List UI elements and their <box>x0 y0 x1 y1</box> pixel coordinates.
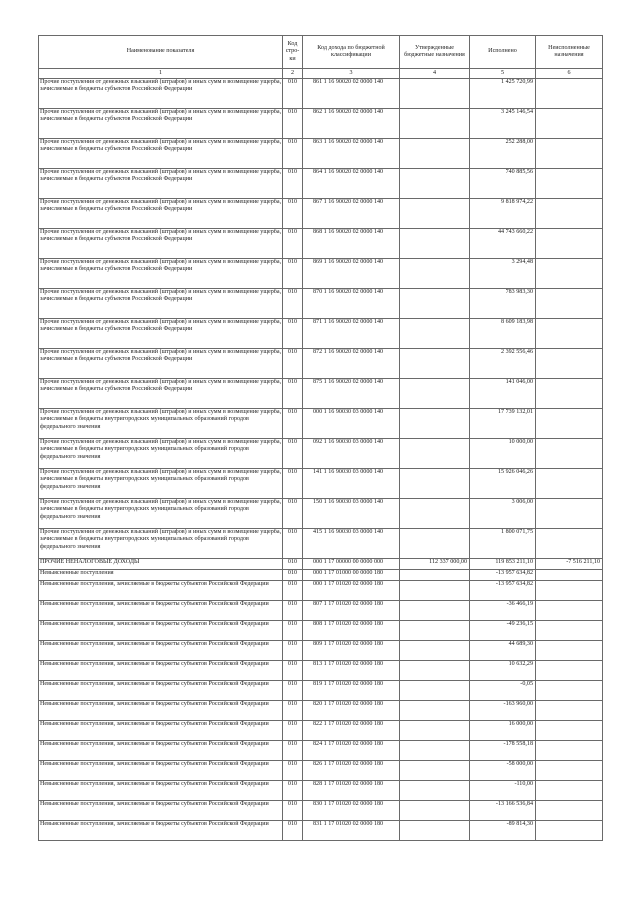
budget-code-cell: 809 1 17 01020 02 0000 180 <box>303 641 400 661</box>
indicator-name-cell: Прочие поступления от денежных взысканий (штрафов) и иных сумм в возмещение ущерба, зачисляемые в бюджеты субъектов Российской Федерации <box>39 229 283 259</box>
table-row <box>39 821 603 841</box>
indicator-name-cell: Невыясненные поступления, зачисляемые в бюджеты субъектов Российской Федерации <box>39 761 283 781</box>
executed-amount-cell: -36 466,19 <box>470 601 536 621</box>
table-row <box>39 559 603 570</box>
unexecuted-amount-cell <box>536 601 603 621</box>
approved-amount-cell <box>400 109 470 139</box>
executed-amount-cell: 44 689,30 <box>470 641 536 661</box>
budget-code-cell: 863 1 16 90020 02 0000 140 <box>303 139 400 169</box>
budget-code-cell: 871 1 16 90020 02 0000 140 <box>303 319 400 349</box>
budget-code-cell: 813 1 17 01020 02 0000 180 <box>303 661 400 681</box>
table-row <box>39 169 603 199</box>
table-row <box>39 409 603 439</box>
executed-amount-cell: -58 000,00 <box>470 761 536 781</box>
indicator-name-cell: Невыясненные поступления, зачисляемые в бюджеты субъектов Российской Федерации <box>39 621 283 641</box>
table-row <box>39 229 603 259</box>
indicator-name-cell: Прочие поступления от денежных взысканий (штрафов) и иных сумм в возмещение ущерба, зачисляемые в бюджеты внутригородских муниципальных образований городов федерального значения <box>39 499 283 529</box>
budget-code-cell: 000 1 17 01020 02 0000 180 <box>303 581 400 601</box>
budget-code-cell: 831 1 17 01020 02 0000 180 <box>303 821 400 841</box>
executed-amount-cell: -13 166 536,84 <box>470 801 536 821</box>
line-code-cell: 010 <box>283 741 303 761</box>
column-number: 2 <box>283 69 303 79</box>
indicator-name-cell: Прочие поступления от денежных взысканий (штрафов) и иных сумм в возмещение ущерба, зачисляемые в бюджеты субъектов Российской Федерации <box>39 79 283 109</box>
unexecuted-amount-cell <box>536 581 603 601</box>
line-code-cell: 010 <box>283 109 303 139</box>
line-code-cell: 010 <box>283 199 303 229</box>
budget-code-cell: 820 1 17 01020 02 0000 180 <box>303 701 400 721</box>
table-row <box>39 469 603 499</box>
indicator-name-cell: Невыясненные поступления, зачисляемые в бюджеты субъектов Российской Федерации <box>39 601 283 621</box>
line-code-cell: 010 <box>283 661 303 681</box>
approved-amount-cell <box>400 701 470 721</box>
indicator-name-cell: Прочие поступления от денежных взысканий (штрафов) и иных сумм в возмещение ущерба, зачисляемые в бюджеты внутригородских муниципальных образований городов федерального значения <box>39 469 283 499</box>
budget-code-cell: 822 1 17 01020 02 0000 180 <box>303 721 400 741</box>
indicator-name-cell: Невыясненные поступления, зачисляемые в бюджеты субъектов Российской Федерации <box>39 801 283 821</box>
executed-amount-cell: 16 000,00 <box>470 721 536 741</box>
executed-amount-cell: 10 000,00 <box>470 439 536 469</box>
executed-amount-cell: 10 632,29 <box>470 661 536 681</box>
approved-amount-cell <box>400 169 470 199</box>
approved-amount-cell <box>400 781 470 801</box>
indicator-name-cell: Прочие поступления от денежных взысканий (штрафов) и иных сумм в возмещение ущерба, зачисляемые в бюджеты внутригородских муниципальных образований городов федерального значения <box>39 439 283 469</box>
unexecuted-amount-cell <box>536 621 603 641</box>
approved-amount-cell <box>400 469 470 499</box>
table-row <box>39 289 603 319</box>
unexecuted-amount-cell <box>536 289 603 319</box>
budget-code-cell: 808 1 17 01020 02 0000 180 <box>303 621 400 641</box>
indicator-name-cell: ПРОЧИЕ НЕНАЛОГОВЫЕ ДОХОДЫ <box>39 559 283 570</box>
unexecuted-amount-cell <box>536 229 603 259</box>
unexecuted-amount-cell <box>536 379 603 409</box>
budget-code-cell: 864 1 16 90020 02 0000 140 <box>303 169 400 199</box>
column-header-kbk: Код дохода по бюджетной классификации <box>303 36 400 69</box>
budget-code-cell: 861 1 16 90020 02 0000 140 <box>303 79 400 109</box>
unexecuted-amount-cell <box>536 409 603 439</box>
table-row <box>39 801 603 821</box>
line-code-cell: 010 <box>283 801 303 821</box>
unexecuted-amount-cell <box>536 741 603 761</box>
unexecuted-amount-cell <box>536 169 603 199</box>
executed-amount-cell: -49 236,15 <box>470 621 536 641</box>
budget-code-cell: 819 1 17 01020 02 0000 180 <box>303 681 400 701</box>
indicator-name-cell: Невыясненные поступления, зачисляемые в бюджеты субъектов Российской Федерации <box>39 821 283 841</box>
column-header-executed: Исполнено <box>470 36 536 69</box>
line-code-cell: 010 <box>283 139 303 169</box>
unexecuted-amount-cell <box>536 641 603 661</box>
budget-code-cell: 824 1 17 01020 02 0000 180 <box>303 741 400 761</box>
executed-amount-cell: 1 425 720,99 <box>470 79 536 109</box>
indicator-name-cell: Прочие поступления от денежных взысканий (штрафов) и иных сумм в возмещение ущерба, зачисляемые в бюджеты субъектов Российской Федерации <box>39 169 283 199</box>
budget-code-cell: 872 1 16 90020 02 0000 140 <box>303 349 400 379</box>
executed-amount-cell: 783 983,30 <box>470 289 536 319</box>
approved-amount-cell <box>400 721 470 741</box>
executed-amount-cell: -178 558,18 <box>470 741 536 761</box>
line-code-cell: 010 <box>283 559 303 570</box>
table-row <box>39 79 603 109</box>
unexecuted-amount-cell <box>536 259 603 289</box>
indicator-name-cell: Невыясненные поступления, зачисляемые в бюджеты субъектов Российской Федерации <box>39 721 283 741</box>
approved-amount-cell <box>400 199 470 229</box>
executed-amount-cell: -13 957 634,82 <box>470 570 536 581</box>
executed-amount-cell: 8 609 183,98 <box>470 319 536 349</box>
line-code-cell: 010 <box>283 349 303 379</box>
table-row <box>39 259 603 289</box>
line-code-cell: 010 <box>283 601 303 621</box>
approved-amount-cell <box>400 621 470 641</box>
budget-code-cell: 862 1 16 90020 02 0000 140 <box>303 109 400 139</box>
line-code-cell: 010 <box>283 701 303 721</box>
line-code-cell: 010 <box>283 229 303 259</box>
unexecuted-amount-cell <box>536 349 603 379</box>
table-row <box>39 621 603 641</box>
approved-amount-cell <box>400 229 470 259</box>
table-row <box>39 499 603 529</box>
unexecuted-amount-cell <box>536 661 603 681</box>
budget-code-cell: 867 1 16 90020 02 0000 140 <box>303 199 400 229</box>
unexecuted-amount-cell <box>536 761 603 781</box>
executed-amount-cell: 252 288,00 <box>470 139 536 169</box>
unexecuted-amount-cell <box>536 199 603 229</box>
line-code-cell: 010 <box>283 439 303 469</box>
table-row <box>39 109 603 139</box>
line-code-cell: 010 <box>283 761 303 781</box>
line-code-cell: 010 <box>283 581 303 601</box>
table-row <box>39 581 603 601</box>
line-code-cell: 010 <box>283 469 303 499</box>
line-code-cell: 010 <box>283 169 303 199</box>
table-row <box>39 641 603 661</box>
indicator-name-cell: Прочие поступления от денежных взысканий (штрафов) и иных сумм в возмещение ущерба, зачисляемые в бюджеты субъектов Российской Федерации <box>39 139 283 169</box>
approved-amount-cell <box>400 379 470 409</box>
line-code-cell: 010 <box>283 621 303 641</box>
line-code-cell: 010 <box>283 721 303 741</box>
approved-amount-cell <box>400 139 470 169</box>
budget-code-cell: 869 1 16 90020 02 0000 140 <box>303 259 400 289</box>
executed-amount-cell: 15 926 046,26 <box>470 469 536 499</box>
budget-code-cell: 828 1 17 01020 02 0000 180 <box>303 781 400 801</box>
approved-amount-cell <box>400 641 470 661</box>
table-row <box>39 319 603 349</box>
approved-amount-cell <box>400 529 470 559</box>
approved-amount-cell <box>400 349 470 379</box>
indicator-name-cell: Невыясненные поступления <box>39 570 283 581</box>
line-code-cell: 010 <box>283 289 303 319</box>
table-row <box>39 681 603 701</box>
unexecuted-amount-cell <box>536 781 603 801</box>
column-number: 1 <box>39 69 283 79</box>
indicator-name-cell: Невыясненные поступления, зачисляемые в бюджеты субъектов Российской Федерации <box>39 701 283 721</box>
indicator-name-cell: Прочие поступления от денежных взысканий (штрафов) и иных сумм в возмещение ущерба, зачисляемые в бюджеты субъектов Российской Федерации <box>39 319 283 349</box>
column-numbers-row <box>39 69 603 79</box>
table-row <box>39 761 603 781</box>
table-row <box>39 199 603 229</box>
revenue-report-table <box>38 35 603 841</box>
line-code-cell: 010 <box>283 319 303 349</box>
indicator-name-cell: Прочие поступления от денежных взысканий (штрафов) и иных сумм в возмещение ущерба, зачисляемые в бюджеты субъектов Российской Федерации <box>39 109 283 139</box>
unexecuted-amount-cell <box>536 319 603 349</box>
approved-amount-cell <box>400 499 470 529</box>
table-header-row <box>39 36 603 69</box>
line-code-cell: 010 <box>283 379 303 409</box>
approved-amount-cell <box>400 319 470 349</box>
table-row <box>39 661 603 681</box>
column-number: 3 <box>303 69 400 79</box>
line-code-cell: 010 <box>283 79 303 109</box>
table-body <box>39 79 603 841</box>
approved-amount-cell <box>400 661 470 681</box>
column-header-name: Наименование показателя <box>39 36 283 69</box>
column-header-unexecuted: Неисполненные назначения <box>536 36 603 69</box>
table-row <box>39 570 603 581</box>
line-code-cell: 010 <box>283 821 303 841</box>
approved-amount-cell <box>400 801 470 821</box>
executed-amount-cell: 3 245 146,54 <box>470 109 536 139</box>
indicator-name-cell: Невыясненные поступления, зачисляемые в бюджеты субъектов Российской Федерации <box>39 641 283 661</box>
budget-code-cell: 141 1 16 90030 03 0000 140 <box>303 469 400 499</box>
budget-code-cell: 000 1 16 90030 03 0000 140 <box>303 409 400 439</box>
executed-amount-cell: 119 853 211,10 <box>470 559 536 570</box>
budget-code-cell: 826 1 17 01020 02 0000 180 <box>303 761 400 781</box>
column-number: 4 <box>400 69 470 79</box>
indicator-name-cell: Невыясненные поступления, зачисляемые в бюджеты субъектов Российской Федерации <box>39 681 283 701</box>
table-row <box>39 741 603 761</box>
indicator-name-cell: Прочие поступления от денежных взысканий (штрафов) и иных сумм в возмещение ущерба, зачисляемые в бюджеты внутригородских муниципальных образований городов федерального значения <box>39 409 283 439</box>
executed-amount-cell: -13 957 634,82 <box>470 581 536 601</box>
unexecuted-amount-cell <box>536 79 603 109</box>
executed-amount-cell: 3 294,48 <box>470 259 536 289</box>
budget-code-cell: 875 1 16 90020 02 0000 140 <box>303 379 400 409</box>
unexecuted-amount-cell <box>536 821 603 841</box>
table-row <box>39 701 603 721</box>
unexecuted-amount-cell <box>536 681 603 701</box>
unexecuted-amount-cell <box>536 529 603 559</box>
column-number: 5 <box>470 69 536 79</box>
budget-code-cell: 092 1 16 90030 03 0000 140 <box>303 439 400 469</box>
line-code-cell: 010 <box>283 641 303 661</box>
indicator-name-cell: Прочие поступления от денежных взысканий (штрафов) и иных сумм в возмещение ущерба, зачисляемые в бюджеты субъектов Российской Федерации <box>39 289 283 319</box>
table-row <box>39 781 603 801</box>
approved-amount-cell <box>400 259 470 289</box>
unexecuted-amount-cell <box>536 139 603 169</box>
approved-amount-cell <box>400 289 470 319</box>
column-number: 6 <box>536 69 603 79</box>
approved-amount-cell <box>400 681 470 701</box>
approved-amount-cell <box>400 741 470 761</box>
table-row <box>39 349 603 379</box>
table-row <box>39 721 603 741</box>
executed-amount-cell: -163 960,00 <box>470 701 536 721</box>
unexecuted-amount-cell <box>536 439 603 469</box>
budget-code-cell: 807 1 17 01020 02 0000 180 <box>303 601 400 621</box>
budget-code-cell: 868 1 16 90020 02 0000 140 <box>303 229 400 259</box>
unexecuted-amount-cell <box>536 721 603 741</box>
executed-amount-cell: 740 885,56 <box>470 169 536 199</box>
approved-amount-cell <box>400 409 470 439</box>
line-code-cell: 010 <box>283 781 303 801</box>
unexecuted-amount-cell <box>536 801 603 821</box>
executed-amount-cell: 17 739 132,01 <box>470 409 536 439</box>
unexecuted-amount-cell <box>536 109 603 139</box>
executed-amount-cell: 3 006,00 <box>470 499 536 529</box>
table-row <box>39 379 603 409</box>
indicator-name-cell: Невыясненные поступления, зачисляемые в бюджеты субъектов Российской Федерации <box>39 781 283 801</box>
table-row <box>39 439 603 469</box>
executed-amount-cell: -89 814,30 <box>470 821 536 841</box>
approved-amount-cell <box>400 601 470 621</box>
budget-code-cell: 000 1 17 01000 00 0000 180 <box>303 570 400 581</box>
unexecuted-amount-cell <box>536 570 603 581</box>
executed-amount-cell: -110,00 <box>470 781 536 801</box>
executed-amount-cell: 44 743 660,22 <box>470 229 536 259</box>
table-row <box>39 601 603 621</box>
indicator-name-cell: Невыясненные поступления, зачисляемые в бюджеты субъектов Российской Федерации <box>39 741 283 761</box>
indicator-name-cell: Прочие поступления от денежных взысканий (штрафов) и иных сумм в возмещение ущерба, зачисляемые в бюджеты субъектов Российской Федерации <box>39 259 283 289</box>
approved-amount-cell <box>400 439 470 469</box>
line-code-cell: 010 <box>283 259 303 289</box>
indicator-name-cell: Невыясненные поступления, зачисляемые в бюджеты субъектов Российской Федерации <box>39 581 283 601</box>
executed-amount-cell: 141 046,00 <box>470 379 536 409</box>
indicator-name-cell: Невыясненные поступления, зачисляемые в бюджеты субъектов Российской Федерации <box>39 661 283 681</box>
executed-amount-cell: 2 392 556,46 <box>470 349 536 379</box>
indicator-name-cell: Прочие поступления от денежных взысканий (штрафов) и иных сумм в возмещение ущерба, зачисляемые в бюджеты субъектов Российской Федерации <box>39 349 283 379</box>
table-row <box>39 139 603 169</box>
unexecuted-amount-cell <box>536 499 603 529</box>
budget-code-cell: 830 1 17 01020 02 0000 180 <box>303 801 400 821</box>
line-code-cell: 010 <box>283 570 303 581</box>
indicator-name-cell: Прочие поступления от денежных взысканий (штрафов) и иных сумм в возмещение ущерба, зачисляемые в бюджеты субъектов Российской Федерации <box>39 379 283 409</box>
approved-amount-cell <box>400 570 470 581</box>
unexecuted-amount-cell <box>536 701 603 721</box>
budget-code-cell: 870 1 16 90020 02 0000 140 <box>303 289 400 319</box>
budget-code-cell: 415 1 16 90030 03 0000 140 <box>303 529 400 559</box>
approved-amount-cell: 112 337 000,00 <box>400 559 470 570</box>
column-header-code: Код стро- ки <box>283 36 303 69</box>
budget-code-cell: 150 1 16 90030 03 0000 140 <box>303 499 400 529</box>
approved-amount-cell <box>400 581 470 601</box>
approved-amount-cell <box>400 79 470 109</box>
executed-amount-cell: 1 800 071,75 <box>470 529 536 559</box>
column-header-approved: Утвержденные бюджетные назначения <box>400 36 470 69</box>
unexecuted-amount-cell: -7 516 211,10 <box>536 559 603 570</box>
budget-code-cell: 000 1 17 00000 00 0000 000 <box>303 559 400 570</box>
line-code-cell: 010 <box>283 529 303 559</box>
table-row <box>39 529 603 559</box>
approved-amount-cell <box>400 821 470 841</box>
executed-amount-cell: -0,05 <box>470 681 536 701</box>
approved-amount-cell <box>400 761 470 781</box>
executed-amount-cell: 9 818 974,22 <box>470 199 536 229</box>
line-code-cell: 010 <box>283 681 303 701</box>
indicator-name-cell: Прочие поступления от денежных взысканий (штрафов) и иных сумм в возмещение ущерба, зачисляемые в бюджеты субъектов Российской Федерации <box>39 199 283 229</box>
line-code-cell: 010 <box>283 409 303 439</box>
indicator-name-cell: Прочие поступления от денежных взысканий (штрафов) и иных сумм в возмещение ущерба, зачисляемые в бюджеты внутригородских муниципальных образований городов федерального значения <box>39 529 283 559</box>
line-code-cell: 010 <box>283 499 303 529</box>
unexecuted-amount-cell <box>536 469 603 499</box>
